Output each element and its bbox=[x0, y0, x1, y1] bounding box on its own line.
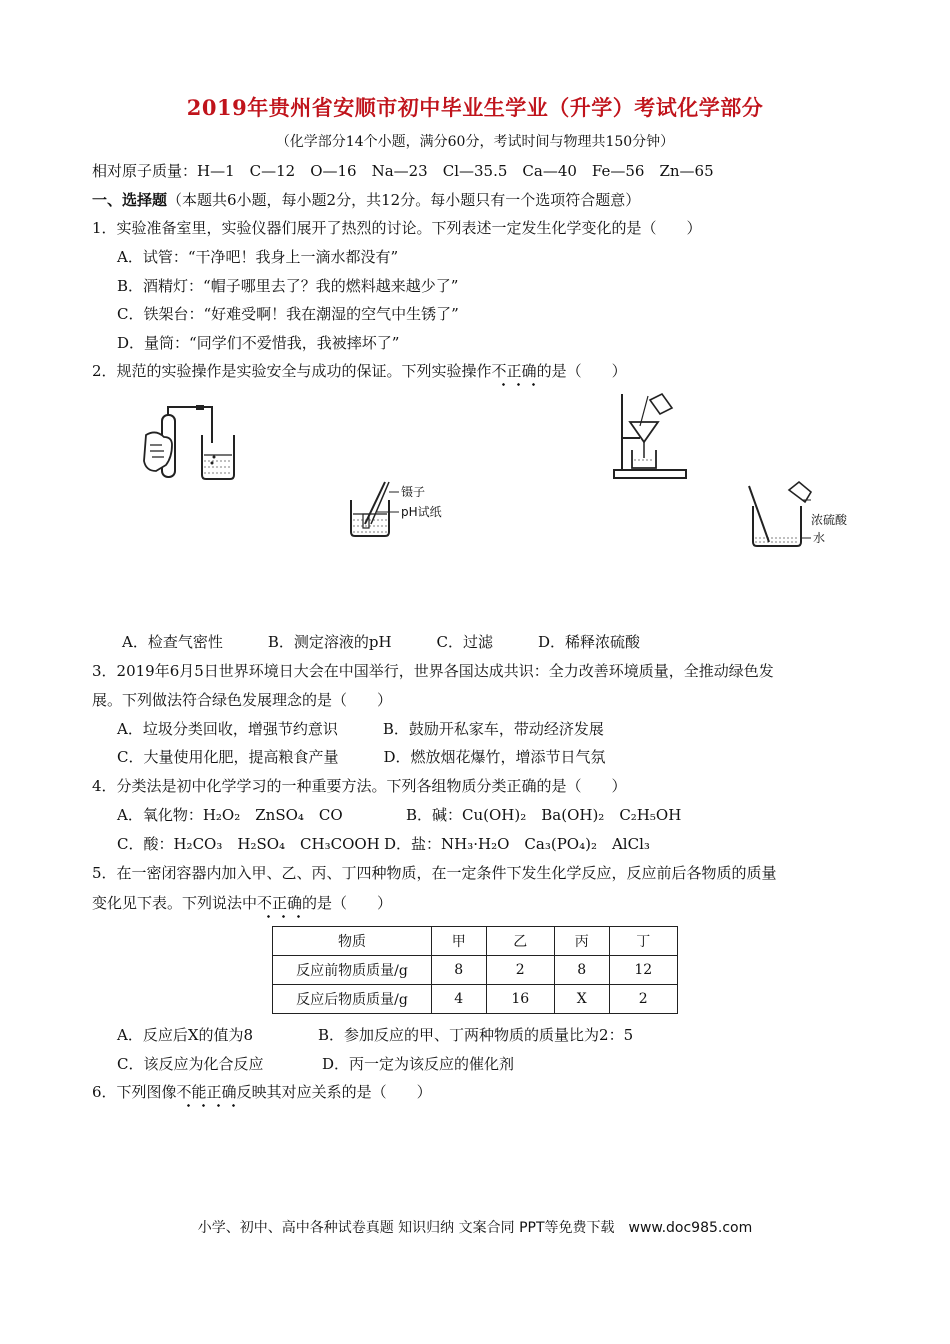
page-title: 2019年贵州省安顺市初中毕业生学业（升学）考试化学部分 bbox=[186, 95, 764, 120]
airtightness-check-figure bbox=[138, 405, 248, 490]
table-cell: 8 bbox=[432, 956, 487, 985]
section-heading bbox=[92, 189, 640, 210]
q5-stem-2 bbox=[92, 892, 392, 913]
table-header-cell: 物质 bbox=[273, 927, 432, 956]
q1-option-b: B．酒精灯：“帽子哪里去了？我的燃料越来越少了” bbox=[117, 277, 459, 295]
q4-option-a: A．氧化物：H₂O₂ ZnSO₄ CO bbox=[117, 806, 343, 824]
q6-stem bbox=[92, 1081, 432, 1102]
q2-stem-start: 2．规范的实验操作是实验安全与成功的保证。下列实验操作 bbox=[92, 362, 492, 380]
table-cell: 12 bbox=[609, 956, 677, 985]
q3-options-cd: C．大量使用化肥，提高粮食产量 D．燃放烟花爆竹，增添节日气氛 bbox=[117, 748, 606, 766]
q1-option-c: C．铁架台：“好难受啊！我在潮湿的空气中生锈了” bbox=[117, 305, 459, 323]
table-header-cell: 丁 bbox=[609, 927, 677, 956]
q5-option-b: B．参加反应的甲、丁两种物质的质量比为2：5 bbox=[318, 1026, 634, 1044]
table-cell: X bbox=[554, 985, 609, 1014]
q3-stem-1: 3．2019年6月5日世界环境日大会在中国举行，世界各国达成共识：全力改善环境质量，全推动绿色发 bbox=[92, 662, 774, 680]
water-label: 水 bbox=[813, 531, 826, 545]
q5-emphasis: 不正确 bbox=[257, 894, 303, 912]
mass-table bbox=[272, 926, 678, 1014]
q2-options: A．检查气密性 B．测定溶液的pH C．过滤 D．稀释浓硫酸 bbox=[122, 633, 641, 651]
table-cell: 反应前物质质量/g bbox=[273, 956, 432, 985]
q1-option-d: D．量筒：“同学们不爱惜我，我被摔坏了” bbox=[117, 334, 400, 352]
q2-emphasis: 不正确 bbox=[491, 362, 537, 380]
q5-option-c: C．该反应为化合反应 bbox=[117, 1055, 264, 1073]
section-note: （本题共6小题，每小题2分，共12分。每小题只有一个选项符合题意） bbox=[167, 191, 641, 209]
q4-option-d: D．盐：NH₃·H₂O Ca₃(PO₄)₂ AlCl₃ bbox=[384, 835, 650, 853]
atomic-masses: 相对原子质量：H—1 C—12 O—16 Na—23 Cl—35.5 Ca—40 Fe—56 Zn—65 bbox=[92, 162, 714, 180]
acid-label: 浓硫酸 bbox=[811, 513, 848, 527]
table-cell: 2 bbox=[486, 956, 554, 985]
q3-stem-2: 展。下列做法符合绿色发展理念的是（ ） bbox=[92, 691, 393, 709]
filtration-figure bbox=[610, 392, 690, 482]
q5-option-a: A．反应后X的值为8 bbox=[117, 1026, 254, 1044]
q2-stem bbox=[92, 360, 627, 381]
q5-stem-1: 5．在一密闭容器内加入甲、乙、丙、丁四种物质，在一定条件下发生化学反应，反应前后各物质的质量 bbox=[92, 864, 777, 882]
tweezers-label: 镊子 bbox=[401, 485, 426, 499]
q6-stem-start: 6．下列图像 bbox=[92, 1083, 177, 1101]
q2-stem-end: 的是（ ） bbox=[536, 362, 627, 380]
table-cell: 反应后物质质量/g bbox=[273, 985, 432, 1014]
q1-option-a: A．试管：“干净吧！我身上一滴水都没有” bbox=[117, 248, 399, 266]
q4-option-b: B．碱：Cu(OH)₂ Ba(OH)₂ C₂H₅OH bbox=[406, 806, 682, 824]
table-row bbox=[273, 956, 678, 985]
ph-measure-figure bbox=[345, 478, 460, 540]
q4-stem: 4．分类法是初中化学学习的一种重要方法。下列各组物质分类正确的是（ ） bbox=[92, 777, 627, 795]
table-header-cell: 乙 bbox=[486, 927, 554, 956]
table-row bbox=[273, 985, 678, 1014]
q5-stem-end: 的是（ ） bbox=[302, 894, 393, 912]
table-cell: 2 bbox=[609, 985, 677, 1014]
table-header-row bbox=[273, 927, 678, 956]
q6-stem-end: 反映其对应关系的是（ ） bbox=[236, 1083, 432, 1101]
table-cell: 16 bbox=[486, 985, 554, 1014]
q5-option-d: D．丙一定为该反应的催化剂 bbox=[322, 1055, 515, 1073]
ph-paper-label: pH试纸 bbox=[401, 505, 442, 519]
table-cell: 4 bbox=[432, 985, 487, 1014]
q4-option-c: C．酸：H₂CO₃ H₂SO₄ CH₃COOH bbox=[117, 835, 380, 853]
table-header-cell: 甲 bbox=[432, 927, 487, 956]
q5-stem-start: 变化见下表。下列说法中 bbox=[92, 894, 258, 912]
q1-stem: 1．实验准备室里，实验仪器们展开了热烈的讨论。下列表述一定发生化学变化的是（ ） bbox=[92, 219, 702, 237]
exam-subtitle: （化学部分14个小题，满分60分，考试时间与物理共150分钟） bbox=[275, 134, 675, 150]
q3-options-ab: A．垃圾分类回收，增强节约意识 B．鼓励开私家车，带动经济发展 bbox=[117, 720, 604, 738]
table-header-cell: 丙 bbox=[554, 927, 609, 956]
dilute-acid-figure bbox=[745, 480, 860, 552]
q6-emphasis: 不能正确 bbox=[176, 1083, 237, 1101]
section-title: 一、选择题 bbox=[92, 191, 168, 209]
table-cell: 8 bbox=[554, 956, 609, 985]
page-footer: 小学、初中、高中各种试卷真题 知识归纳 文案合同 PPT等免费下载 www.doc985.com bbox=[197, 1220, 753, 1236]
